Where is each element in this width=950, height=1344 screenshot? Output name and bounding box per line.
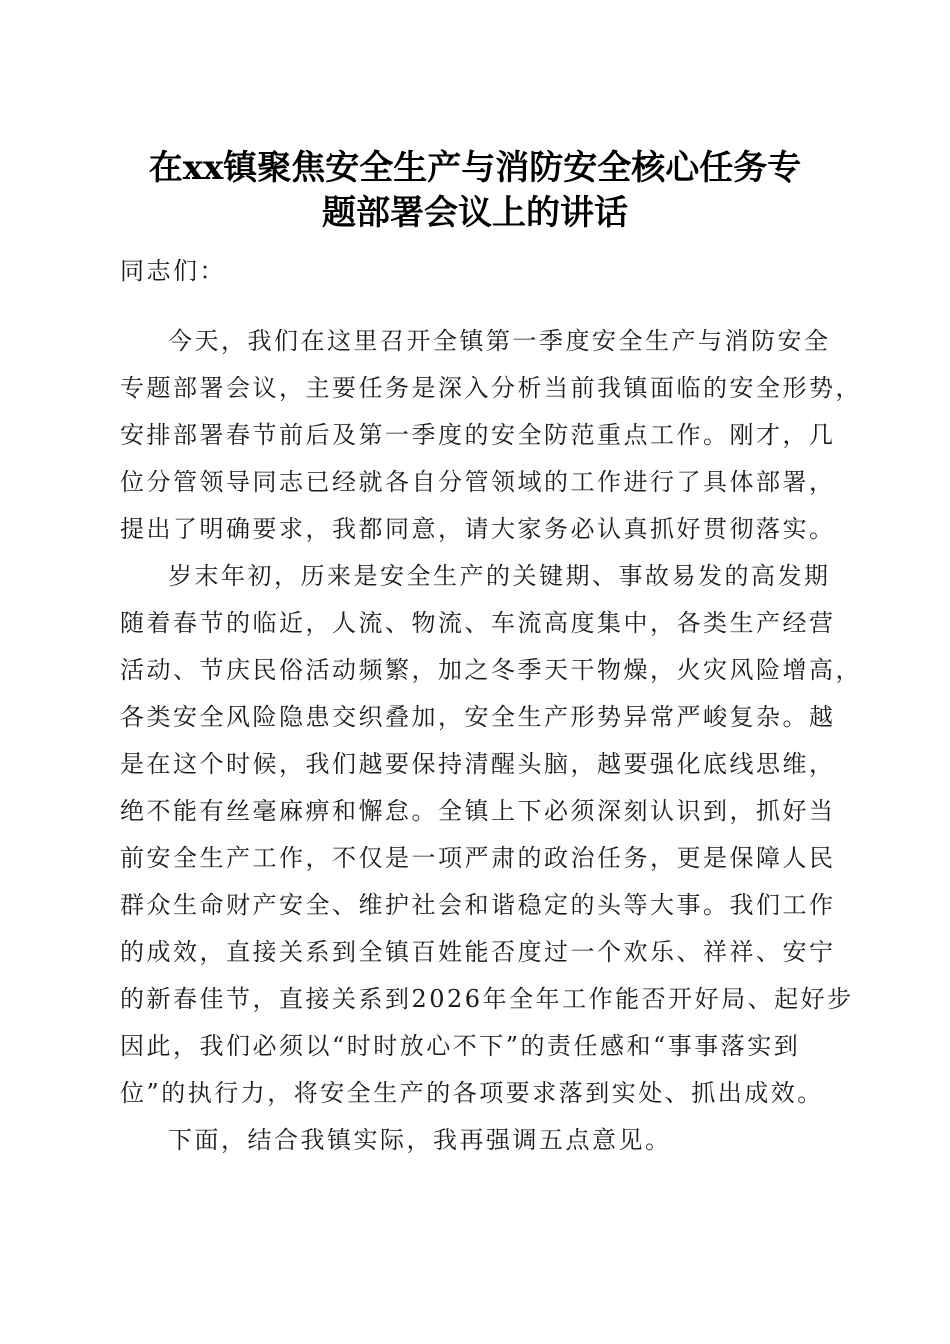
paragraph-1-line: 安排部署春节前后及第一季度的安全防范重点工作。刚才，几 [120, 421, 836, 449]
paragraph-2-line: 的成效，直接关系到全镇百姓能否度过一个欢乐、祥祥、安宁 [120, 938, 836, 966]
paragraph-2-line: 活动、节庆民俗活动频繁，加之冬季天干物燥，火灾风险增高， [120, 656, 862, 684]
paragraph-2-line: 随着春节的临近，人流、物流、车流高度集中，各类生产经营 [120, 609, 836, 637]
paragraph-1-line: 专题部署会议，主要任务是深入分析当前我镇面临的安全形势， [120, 374, 862, 402]
paragraph-2-line: 的新春佳节，直接关系到2026年全年工作能否开好局、起好步 [120, 985, 854, 1013]
paragraph-1-line: 提出了明确要求，我都同意，请大家务必认真抓好贯彻落实。 [120, 515, 836, 543]
paragraph-2-line: 群众生命财产安全、维护社会和谐稳定的头等大事。我们工作 [120, 891, 836, 919]
paragraph-2-line: 是在这个时候，我们越要保持清醒头脑，越要强化底线思维， [120, 750, 836, 778]
paragraph-2-line: 各类安全风险隐患交织叠加，安全生产形势异常严峻复杂。越 [120, 703, 836, 731]
paragraph-2-line: 位”的执行力，将安全生产的各项要求落到实处、抓出成效。 [120, 1079, 824, 1107]
paragraph-2-line: 因此，我们必须以“时时放心不下”的责任感和“事事落实到 [120, 1032, 801, 1060]
paragraph-1-line: 位分管领导同志已经就各自分管领域的工作进行了具体部署， [120, 468, 836, 496]
paragraph-3-line: 下面，结合我镇实际，我再强调五点意见。 [168, 1126, 672, 1154]
paragraph-2-line: 岁末年初，历来是安全生产的关键期、事故易发的高发期 [168, 562, 831, 590]
paragraph-2-line: 绝不能有丝毫麻痹和懈怠。全镇上下必须深刻认识到，抓好当 [120, 797, 836, 825]
salutation: 同志们： [120, 257, 226, 285]
paragraph-2-line: 前安全生产工作，不仅是一项严肃的政治任务，更是保障人民 [120, 844, 836, 872]
paragraph-1-line: 今天，我们在这里召开全镇第一季度安全生产与消防安全 [168, 327, 831, 355]
document-title-line-1: 在xx镇聚焦安全生产与消防安全核心任务专 [148, 148, 802, 188]
document-title-line-2: 题部署会议上的讲话 [322, 193, 628, 233]
